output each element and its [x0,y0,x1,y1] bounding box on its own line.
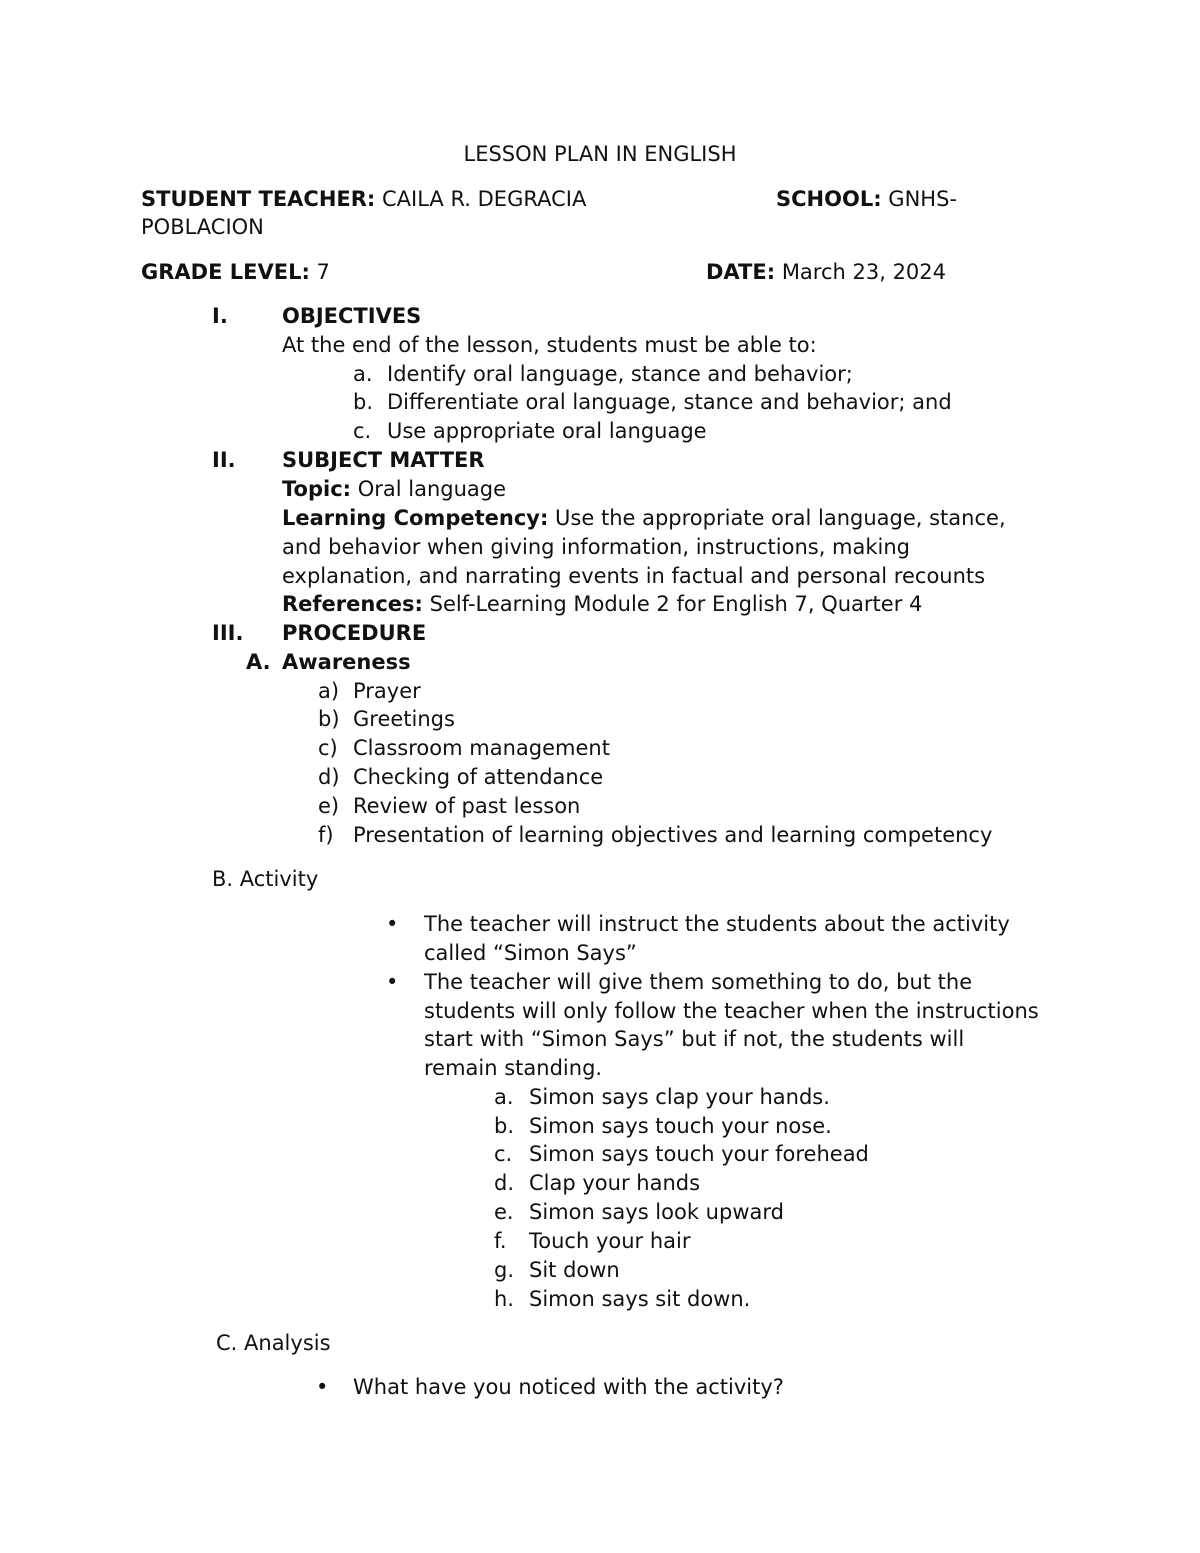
analysis-heading: C. Analysis [216,1331,331,1355]
school-line [776,185,957,213]
objective-text: Identify oral language, stance and behavior; [387,362,853,386]
objective-marker: b. [353,390,374,414]
activity-bullet-text: The teacher will give them something to do, but the [424,970,973,994]
simon-item: Simon says touch your nose. [529,1114,832,1138]
awareness-item: Review of past lesson [353,794,581,818]
date-label: DATE: [706,260,776,284]
subject-matter-number: II. [212,448,236,472]
date-value: March 23, 2024 [781,260,947,284]
activity-bullet-text: start with “Simon Says” but if not, the students will [424,1027,965,1051]
page-title: LESSON PLAN IN ENGLISH [463,142,737,166]
topic-line [282,475,506,503]
simon-marker: a. [494,1085,514,1109]
subject-matter-heading: SUBJECT MATTER [282,448,485,472]
awareness-marker: a) [318,679,340,703]
competency-continued: explanation, and narrating events in factual and personal recounts [282,564,986,588]
procedure-heading: PROCEDURE [282,621,427,645]
references-label: References: [282,592,423,616]
student-teacher-label: STUDENT TEACHER: [141,187,376,211]
objective-marker: c. [353,419,372,443]
awareness-marker: f) [318,823,334,847]
competency-value: Use the appropriate oral language, stance, [555,506,1006,530]
awareness-item: Prayer [353,679,421,703]
awareness-item: Checking of attendance [353,765,604,789]
student-teacher-value: CAILA R. DEGRACIA [382,187,587,211]
simon-item: Sit down [529,1258,620,1282]
school-value-continued: POBLACION [141,215,264,239]
school-label: SCHOOL: [776,187,882,211]
simon-marker: g. [494,1258,515,1282]
competency-continued: and behavior when giving information, instructions, making [282,535,911,559]
references-value: Self-Learning Module 2 for English 7, Quarter 4 [429,592,923,616]
objective-marker: a. [353,362,373,386]
school-value: GNHS- [888,187,957,211]
awareness-marker: e) [318,794,340,818]
objective-text: Use appropriate oral language [387,419,707,443]
awareness-item: Greetings [353,707,455,731]
awareness-marker: A. [246,650,271,674]
activity-bullet-text: called “Simon Says” [424,941,637,965]
procedure-number: III. [212,621,244,645]
bullet-icon: • [386,970,399,994]
date-line [706,258,946,286]
activity-bullet-text: remain standing. [424,1056,603,1080]
student-teacher-line [141,185,586,213]
analysis-bullet-text: What have you noticed with the activity? [353,1375,784,1399]
activity-bullet-text: The teacher will instruct the students about the activity [424,912,1010,936]
competency-label: Learning Competency: [282,506,549,530]
competency-line [282,504,1006,532]
grade-level-label: GRADE LEVEL: [141,260,310,284]
simon-item: Simon says look upward [529,1200,784,1224]
awareness-marker: c) [318,736,338,760]
simon-marker: f. [494,1229,507,1253]
bullet-icon: • [386,912,399,936]
simon-item: Clap your hands [529,1171,701,1195]
objectives-heading: OBJECTIVES [282,304,422,328]
bullet-icon: • [316,1375,329,1399]
awareness-item: Classroom management [353,736,610,760]
simon-marker: h. [494,1287,514,1311]
topic-label: Topic: [282,477,352,501]
objectives-number: I. [212,304,228,328]
awareness-marker: b) [318,707,340,731]
simon-marker: b. [494,1114,515,1138]
awareness-item: Presentation of learning objectives and learning competency [353,823,993,847]
grade-level-line [141,258,330,286]
simon-marker: d. [494,1171,515,1195]
objective-text: Differentiate oral language, stance and behavior; and [387,390,952,414]
simon-item: Simon says sit down. [529,1287,751,1311]
references-line [282,590,922,618]
awareness-marker: d) [318,765,340,789]
objectives-intro: At the end of the lesson, students must be able to: [282,333,817,357]
simon-item: Simon says clap your hands. [529,1085,830,1109]
awareness-heading: Awareness [282,650,411,674]
simon-marker: c. [494,1142,513,1166]
simon-item: Touch your hair [529,1229,691,1253]
topic-value: Oral language [357,477,507,501]
grade-level-value: 7 [316,260,330,284]
activity-bullet-text: students will only follow the teacher when the instructions [424,999,1039,1023]
simon-marker: e. [494,1200,514,1224]
activity-heading: B. Activity [212,867,319,891]
simon-item: Simon says touch your forehead [529,1142,869,1166]
